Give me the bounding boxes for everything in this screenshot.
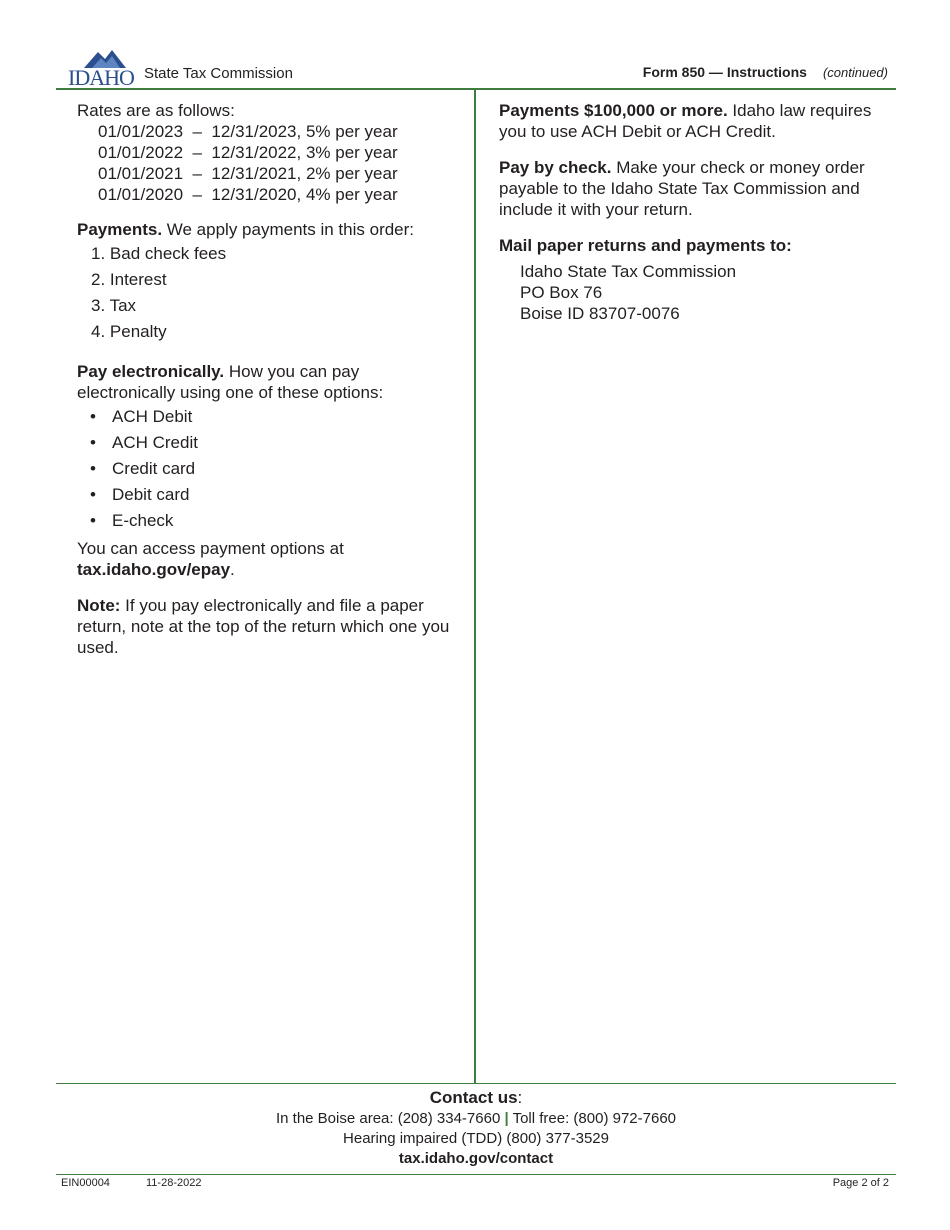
logo-wordmark: IDAHO <box>68 65 134 88</box>
list-item: 3. Tax <box>91 296 137 315</box>
right-column <box>499 100 879 324</box>
payments-heading: Payments. <box>77 220 163 239</box>
large-payments-heading: Payments $100,000 or more. <box>499 101 728 120</box>
rate-row: 01/01/2023 – 12/31/2023, 5% per year <box>98 122 398 141</box>
rates-list <box>98 121 457 205</box>
epay-link[interactable]: tax.idaho.gov/epay <box>77 560 231 579</box>
access-period: . <box>230 560 235 579</box>
large-payments-paragraph <box>499 100 879 142</box>
toll-free-phone: Toll free: (800) 972-7660 <box>508 1110 677 1127</box>
form-id: EIN00004 <box>61 1177 110 1189</box>
header-rule <box>56 88 896 90</box>
electronic-heading: Pay electronically. <box>77 362 225 381</box>
list-item <box>77 484 457 510</box>
mail-heading <box>499 235 879 256</box>
contact-link-text[interactable]: tax.idaho.gov/contact <box>398 1150 554 1167</box>
rate-row: 01/01/2020 – 12/31/2020, 4% per year <box>98 185 398 204</box>
rate-row: 01/01/2021 – 12/31/2021, 2% per year <box>98 164 398 183</box>
large-payments-text: Idaho law requires you to use ACH Debit or ACH Credit. <box>499 101 872 141</box>
option-label: ACH Debit <box>112 407 193 426</box>
electronic-text: How you can pay electronically using one of these options: <box>77 362 384 402</box>
mail-heading-text: Mail paper returns and payments to: <box>499 236 792 255</box>
access-text: You can access payment options at <box>77 539 344 558</box>
list-item: 2. Interest <box>91 270 167 289</box>
mailing-address <box>520 261 879 324</box>
note-heading: Note: <box>77 596 121 615</box>
agency-name: State Tax Commission <box>144 65 293 82</box>
option-label: ACH Credit <box>112 433 198 452</box>
check-text: Make your check or money order payable to the Idaho State Tax Commission and include it with your return. <box>499 158 865 219</box>
check-paragraph <box>499 157 879 220</box>
list-item <box>77 432 457 458</box>
page-number: Page 2 of 2 <box>832 1177 889 1189</box>
phone-line <box>56 1109 896 1129</box>
list-item <box>77 406 457 432</box>
bottom-rule <box>56 1174 896 1175</box>
rates-intro: Rates are as follows: <box>77 101 235 120</box>
option-label: E-check <box>112 511 174 530</box>
note-paragraph <box>77 595 457 658</box>
bullet-icon: • <box>90 485 96 504</box>
left-column <box>77 100 457 673</box>
tdd-phone: Hearing impaired (TDD) (800) 377-3529 <box>343 1130 609 1147</box>
access-paragraph <box>77 538 457 580</box>
payment-order-list <box>77 243 457 347</box>
list-item: 4. Penalty <box>91 322 167 341</box>
contact-colon: : <box>517 1088 523 1107</box>
address-line: Idaho State Tax Commission <box>520 262 737 281</box>
idaho-logo <box>68 48 142 88</box>
page-header <box>0 0 950 92</box>
form-title-text: Form 850 — Instructions <box>642 64 807 80</box>
electronic-paragraph <box>77 361 457 403</box>
option-label: Debit card <box>112 485 190 504</box>
contact-link[interactable] <box>56 1149 896 1169</box>
list-item <box>77 510 457 536</box>
contact-footer <box>56 1087 896 1169</box>
continued-label: (continued) <box>822 65 888 80</box>
payments-paragraph <box>77 219 457 240</box>
bullet-icon: • <box>90 511 96 530</box>
address-line: PO Box 76 <box>520 283 603 302</box>
column-divider <box>474 90 476 1083</box>
separator: | <box>504 1110 509 1127</box>
list-item <box>77 458 457 484</box>
list-item: 1. Bad check fees <box>91 244 227 263</box>
contact-heading-text: Contact us <box>429 1088 518 1107</box>
note-text: If you pay electronically and file a paper return, note at the top of the return which one you used. <box>77 596 450 657</box>
check-heading: Pay by check. <box>499 158 612 177</box>
revision-date: 11-28-2022 <box>146 1177 202 1189</box>
bullet-icon: • <box>90 433 96 452</box>
contact-heading <box>56 1087 896 1109</box>
boise-phone: In the Boise area: (208) 334-7660 <box>275 1110 505 1127</box>
bullet-icon: • <box>90 407 96 426</box>
payments-text: We apply payments in this order: <box>162 220 415 239</box>
option-label: Credit card <box>112 459 196 478</box>
rate-row: 01/01/2022 – 12/31/2022, 3% per year <box>98 143 398 162</box>
footer-rule <box>56 1083 896 1084</box>
address-line: Boise ID 83707-0076 <box>520 304 680 323</box>
bullet-icon: • <box>90 459 96 478</box>
form-title <box>643 64 888 80</box>
payment-options-list <box>77 406 457 536</box>
